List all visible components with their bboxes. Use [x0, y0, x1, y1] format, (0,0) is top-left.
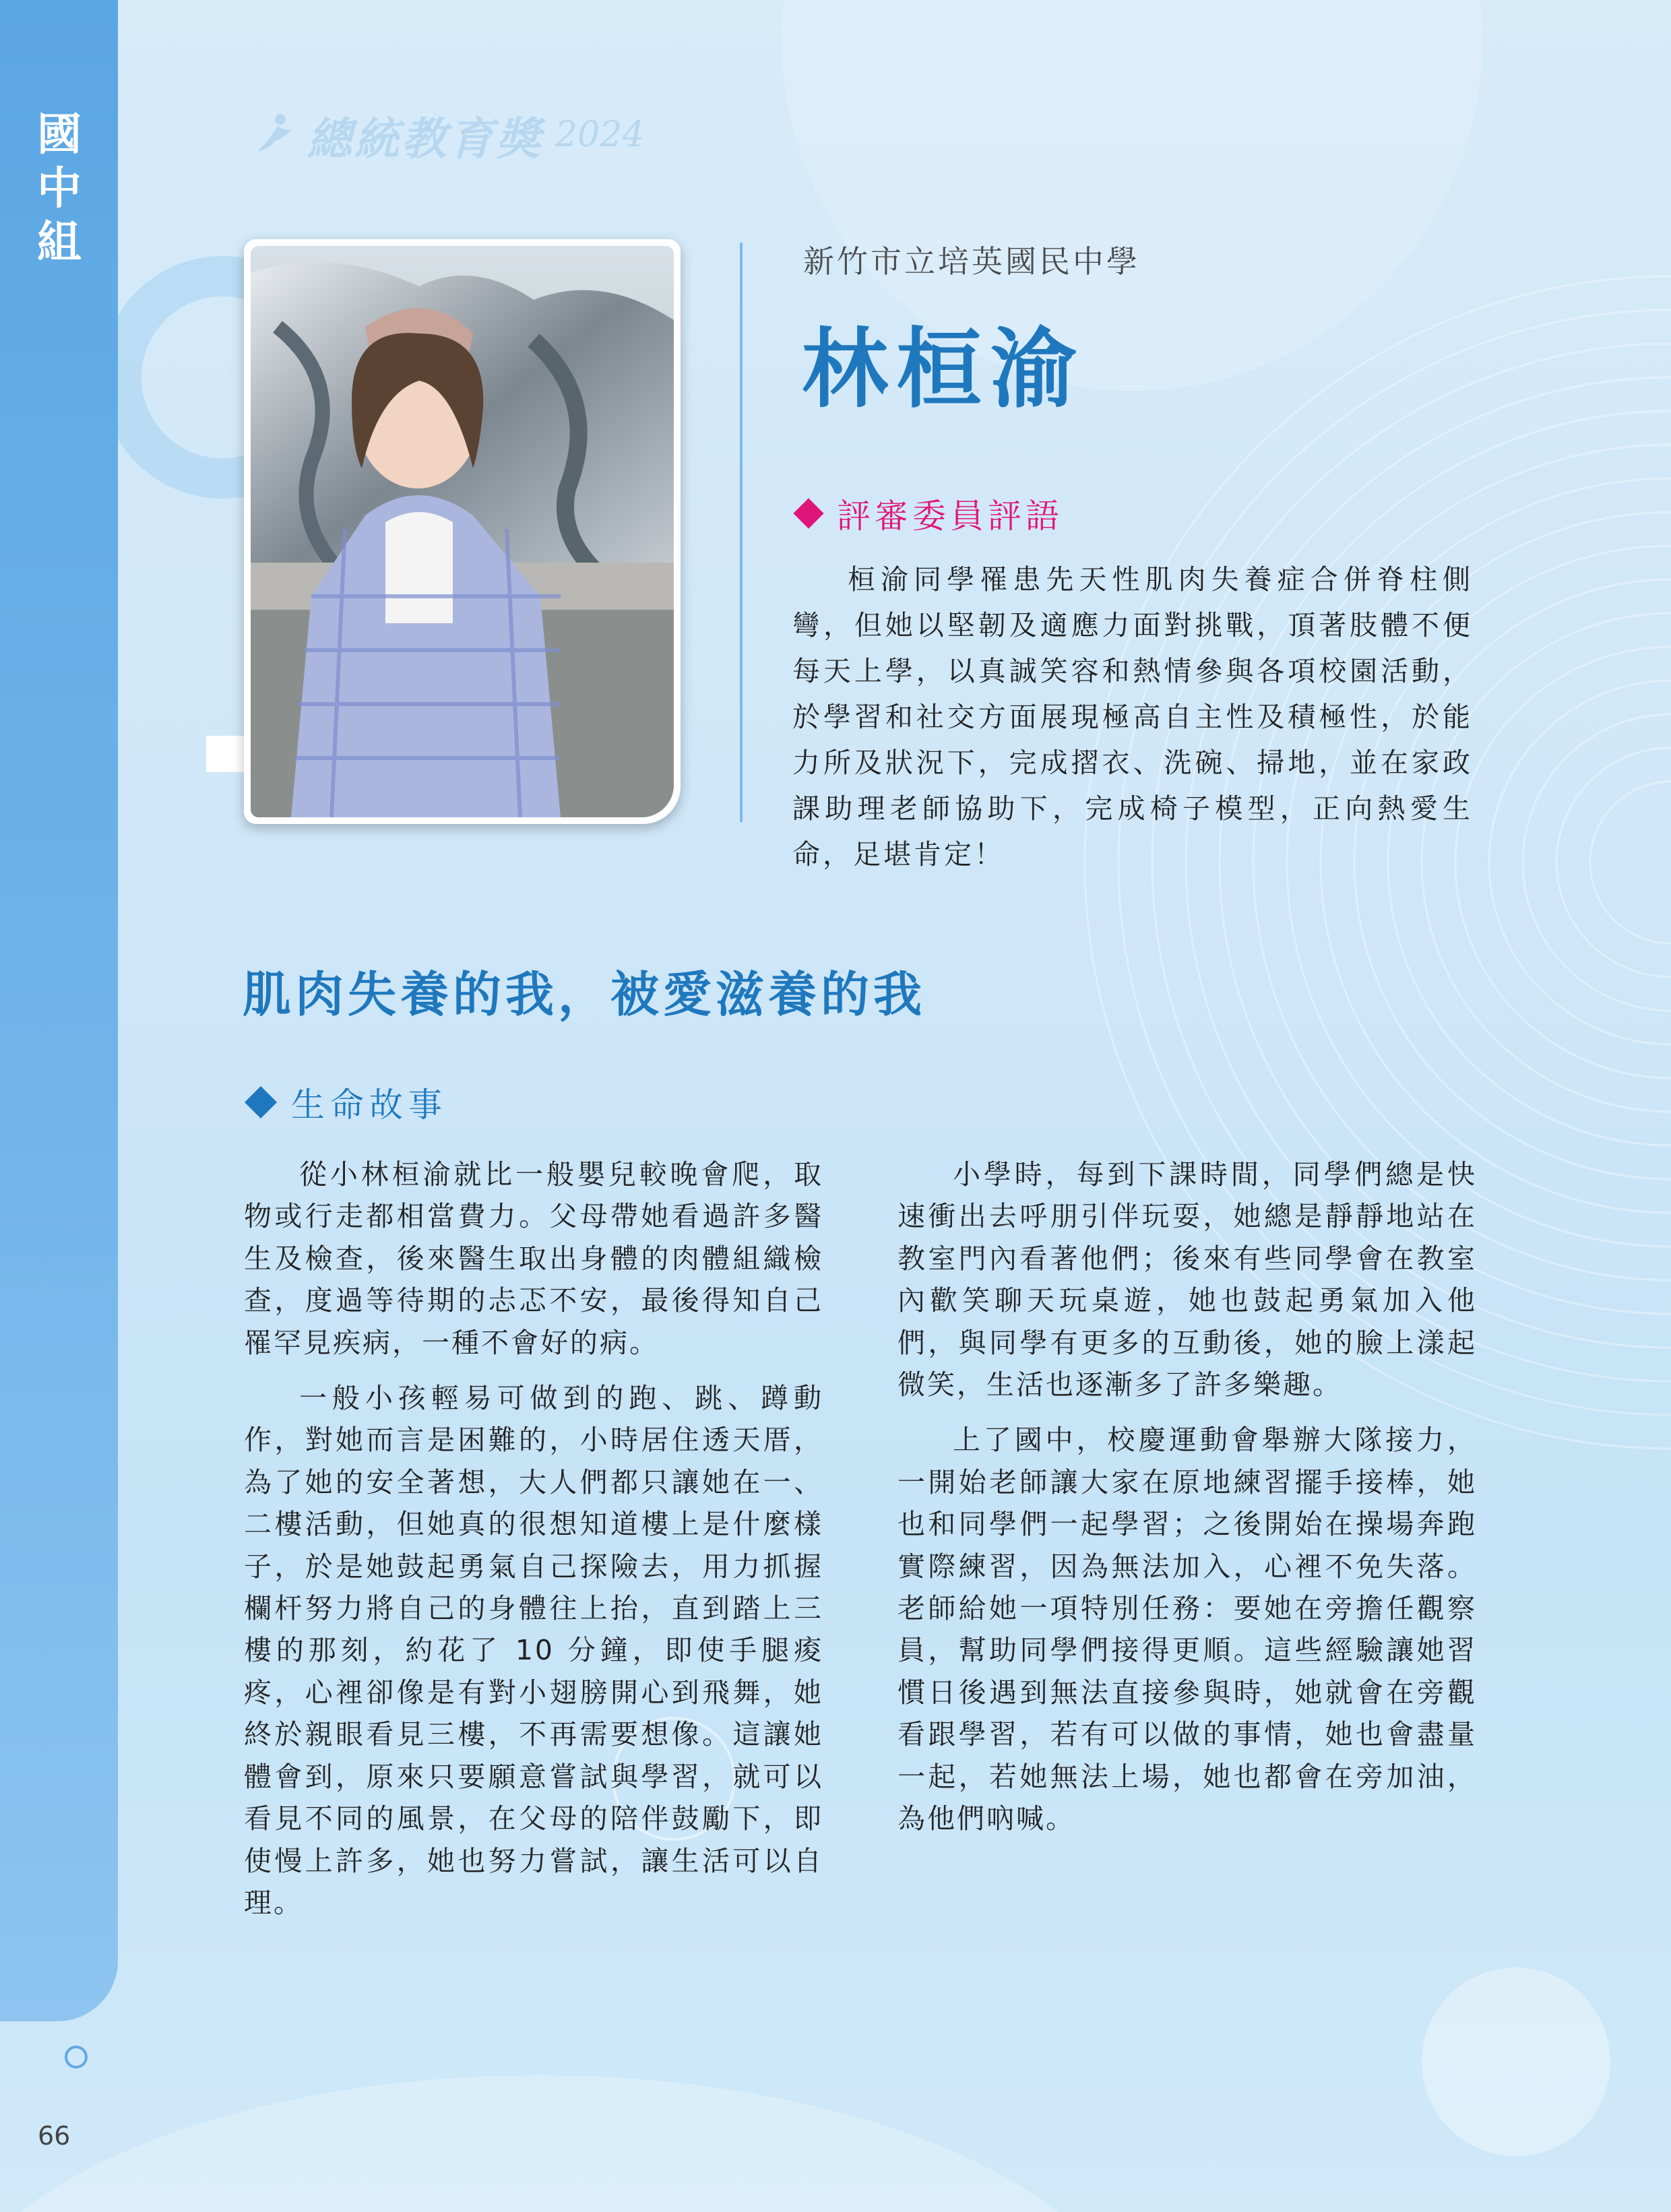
- student-photo-image: [251, 246, 674, 817]
- student-photo: [251, 246, 674, 817]
- comment-paragraph: 桓渝同學罹患先天性肌肉失養症合併脊柱側彎，但她以堅韌及適應力面對挑戰，頂著肢體不便每天上學，以真誠笑容和熱情參與各項校園活動，於學習和社交方面展現極高自主性及積極性，於能力所及狀況下，完成摺衣、洗碗、掃地，並在家政課助理老師協助下，完成椅子模型，正向熱愛生命，足堪肯定！: [792, 563, 1473, 871]
- story-column-right: [897, 1154, 1477, 1854]
- story-title: 肌肉失養的我，被愛滋養的我: [243, 966, 926, 1023]
- group-label: 國 中 組: [37, 108, 82, 268]
- comment-heading: [794, 489, 1063, 538]
- award-year: 2024: [555, 115, 645, 155]
- decorative-circle-icon: [65, 2046, 88, 2068]
- award-title: 總統教育獎: [307, 112, 543, 165]
- award-logo: [251, 101, 722, 168]
- comment-title: 評審委員評語: [837, 497, 1063, 536]
- side-tab: [0, 0, 118, 2021]
- runner-logo-icon: [251, 111, 298, 158]
- story-paragraph: 小學時，每到下課時間，同學們總是快速衝出去呼朋引伴玩耍，她總是靜靜地站在教室門內看著他們；後來有些同學會在教室內歡笑聊天玩桌遊，她也鼓起勇氣加入他們，與同學有更多的互動後，她的臉上漾起微笑，生活也逐漸多了許多樂趣。: [897, 1158, 1477, 1401]
- comment-text: [792, 557, 1473, 877]
- story-paragraph: 一般小孩輕易可做到的跑、跳、蹲動作，對她而言是困難的，小時居住透天厝，為了她的安全著想，大人們都只讓她在一、二樓活動，但她真的很想知道樓上是什麼樣子，於是她鼓起勇氣自己探險去，用力抓握欄杆努力將自己的身體往上抬，直到踏上三樓的那刻，約花了 10 分鐘，即使手腿痠疼，心裡卻像是有對小翅膀開心到飛舞，她終於親眼看見三樓，不再需要想像。這讓她體會到，原來只要願意嘗試與學習，就可以看見不同的風景，在父母的陪伴鼓勵下，即使慢上許多，她也努力嘗試，讓生活可以自理。: [244, 1382, 823, 1919]
- student-name: 林桓渝: [802, 319, 1085, 420]
- story-subtitle: 生命故事: [291, 1085, 447, 1125]
- diamond-bullet-icon: [245, 1086, 277, 1118]
- school-name: 新竹市立培英國民中學: [803, 243, 1140, 280]
- diamond-bullet-icon: [793, 498, 823, 528]
- vertical-divider: [740, 243, 743, 822]
- story-paragraph: 從小林桓渝就比一般嬰兒較晚會爬，取物或行走都相當費力。父母帶她看過許多醫生及檢查，後來醫生取出身體的肉體組織檢查，度過等待期的忐忑不安，最後得知自己罹罕見疾病，一種不會好的病。: [244, 1158, 823, 1359]
- student-photo-frame: [244, 239, 681, 824]
- story-column-left: [244, 1154, 823, 1937]
- photo-accent: [206, 736, 245, 772]
- page-number: 66: [38, 2121, 71, 2151]
- story-paragraph: 上了國中，校慶運動會舉辦大隊接力，一開始老師讓大家在原地練習擺手接棒，她也和同學們一起學習；之後開始在操場奔跑實際練習，因為無法加入，心裡不免失落。老師給她一項特別任務：要她在旁擔任觀察員，幫助同學們接得更順。這些經驗讓她習慣日後遇到無法直接參與時，她就會在旁觀看跟學習，若有可以做的事情，她也會盡量一起，若她無法上場，她也都會在旁加油，為他們吶喊。: [897, 1424, 1477, 1835]
- story-heading: [245, 1078, 447, 1127]
